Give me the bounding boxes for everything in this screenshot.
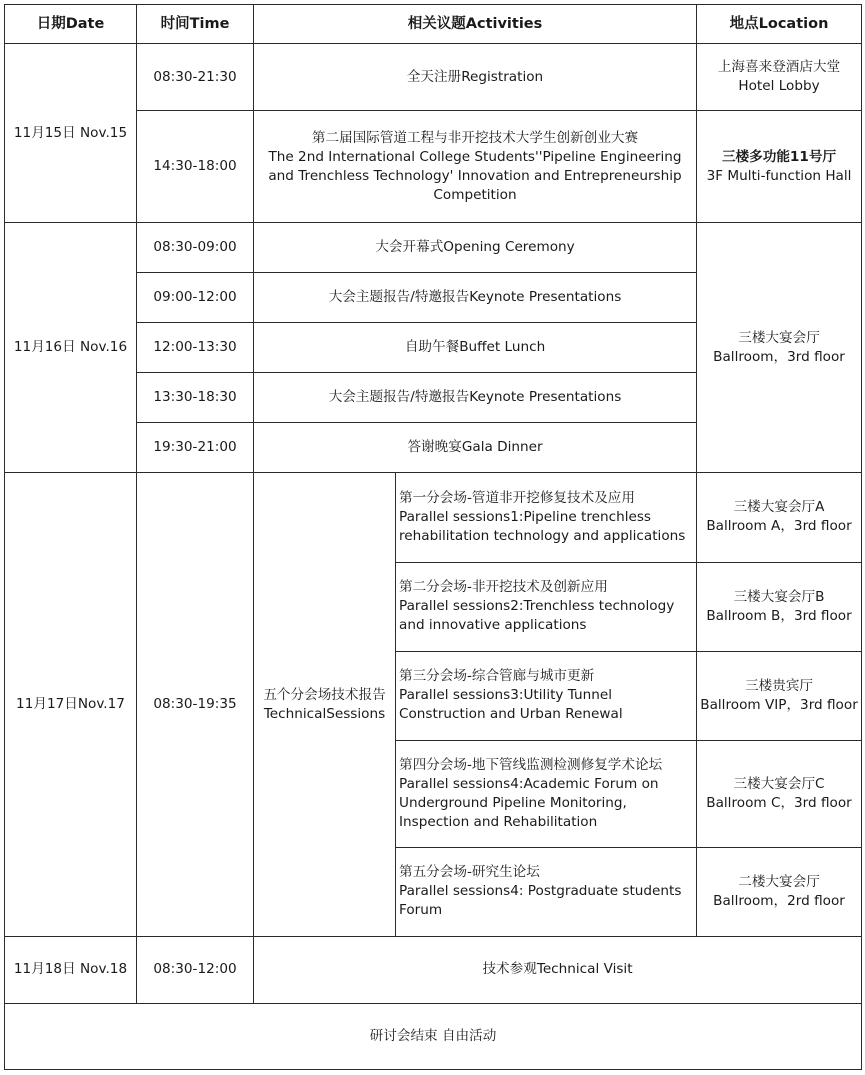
- time-cell: 09:00-12:00: [137, 273, 254, 323]
- session-cn: 第三分会场-综合管廊与城市更新: [399, 668, 595, 685]
- location-cn: 二楼大宴会厅: [738, 873, 820, 890]
- activity-cell: 全天注册Registration: [254, 44, 697, 111]
- session-group-cn: 五个分会场技术报告: [263, 686, 386, 703]
- header-activities: 相关议题Activities: [254, 5, 697, 44]
- activity-cell: 大会开幕式Opening Ceremony: [254, 223, 697, 273]
- location-en: Ballroom，2rd floor: [713, 892, 845, 909]
- session-en: Parallel sessions4:Academic Forum on Underground Pipeline Monitoring, Inspection and Rehabilitation: [399, 775, 659, 830]
- location-cell: [697, 562, 862, 651]
- session-group-cell: [254, 473, 396, 936]
- session-en: Parallel sessions4: Postgraduate students Forum: [399, 883, 682, 919]
- location-cn: 上海喜来登酒店大堂: [717, 59, 841, 76]
- time-cell: 08:30-12:00: [137, 936, 254, 1003]
- location-cell: [697, 651, 862, 740]
- closing-note: 研讨会结束 自由活动: [5, 1003, 862, 1069]
- session-cn: 第四分会场-地下管线监测检测修复学术论坛: [399, 756, 663, 773]
- location-cn: 三楼大宴会厅A: [733, 499, 825, 516]
- session-en: Parallel sessions3:Utility Tunnel Construction and Urban Renewal: [399, 687, 623, 723]
- session-cell: [396, 651, 697, 740]
- table-row: [5, 223, 862, 273]
- session-en: Parallel sessions1:Pipeline trenchless rehabilitation technology and applications: [399, 508, 686, 544]
- location-en: Ballroom A，3rd floor: [706, 518, 852, 535]
- header-location: 地点Location: [697, 5, 862, 44]
- location-cn: 三楼大宴会厅: [738, 329, 820, 346]
- session-group-en: TechnicalSessions: [263, 705, 386, 722]
- location-en: 3F Multi-function Hall: [706, 167, 852, 184]
- date-cell: 11月18日 Nov.18: [5, 936, 137, 1003]
- location-en: Ballroom，3rd floor: [713, 348, 845, 365]
- table-row: [5, 44, 862, 111]
- header-row: [5, 5, 862, 44]
- session-cn: 第二分会场-非开挖技术及创新应用: [399, 579, 608, 596]
- location-en: Ballroom VIP，3rd floor: [700, 696, 858, 713]
- location-cn: 三楼多功能11号厅: [721, 148, 837, 165]
- activity-cell: 大会主题报告/特邀报告Keynote Presentations: [254, 373, 697, 423]
- session-cell: [396, 847, 697, 936]
- location-cn: 三楼大宴会厅C: [733, 775, 825, 792]
- session-cell: [396, 562, 697, 651]
- activity-en: The 2nd International College Students''Pipeline Engineering and Trenchless Technology' Innovation and Entrepreneurship Competition: [268, 148, 682, 203]
- location-cell: [697, 740, 862, 847]
- location-en: Ballroom B，3rd floor: [706, 607, 852, 624]
- location-cell: [697, 473, 862, 562]
- date-cell: 11月16日 Nov.16: [5, 223, 137, 473]
- footer-row: [5, 1003, 862, 1069]
- date-cell: 11月17日Nov.17: [5, 473, 137, 936]
- header-date: 日期Date: [5, 5, 137, 44]
- activity-cell: 技术参观Technical Visit: [254, 936, 862, 1003]
- activity-cell: 答谢晚宴Gala Dinner: [254, 423, 697, 473]
- session-cn: 第一分会场-管道非开挖修复技术及应用: [399, 489, 635, 506]
- activity-cell: 大会主题报告/特邀报告Keynote Presentations: [254, 273, 697, 323]
- location-cell: [697, 111, 862, 223]
- session-cell: [396, 740, 697, 847]
- time-cell: 13:30-18:30: [137, 373, 254, 423]
- header-time: 时间Time: [137, 5, 254, 44]
- schedule-table: [4, 4, 862, 1070]
- time-cell: 08:30-09:00: [137, 223, 254, 273]
- location-cell: [697, 847, 862, 936]
- location-en: Ballroom C，3rd floor: [706, 794, 852, 811]
- location-cn: 三楼大宴会厅B: [733, 588, 825, 605]
- session-cell: [396, 473, 697, 562]
- time-cell: 08:30-19:35: [137, 473, 254, 936]
- time-cell: 19:30-21:00: [137, 423, 254, 473]
- time-cell: 14:30-18:00: [137, 111, 254, 223]
- time-cell: 12:00-13:30: [137, 323, 254, 373]
- location-cell: [697, 223, 862, 473]
- activity-cell: [254, 111, 697, 223]
- date-cell: 11月15日 Nov.15: [5, 44, 137, 223]
- table-row: [5, 936, 862, 1003]
- session-cn: 第五分会场-研究生论坛: [399, 864, 540, 881]
- session-en: Parallel sessions2:Trenchless technology and innovative applications: [399, 598, 675, 634]
- location-cell: [697, 44, 862, 111]
- activity-cell: 自助午餐Buffet Lunch: [254, 323, 697, 373]
- table-row: [5, 473, 862, 562]
- time-cell: 08:30-21:30: [137, 44, 254, 111]
- activity-cn: 第二届国际管道工程与非开挖技术大学生创新创业大赛: [311, 129, 639, 146]
- location-en: Hotel Lobby: [738, 78, 820, 95]
- location-cn: 三楼贵宾厅: [745, 677, 813, 694]
